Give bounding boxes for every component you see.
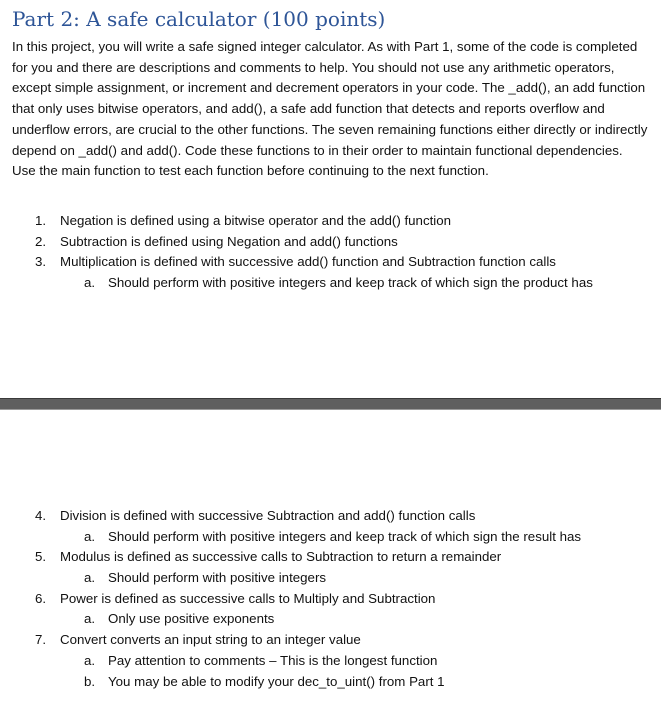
list-number: 7. [35,632,47,648]
list-number: 2. [35,233,47,249]
sub-letter: a. [84,528,96,544]
list-number: 3. [35,254,47,270]
list-text: Modulus is defined as successive calls to Subtraction to return a remainder [60,549,502,565]
list-text: Multiplication is defined with successive add() function and Subtraction function calls [60,254,556,270]
sub-letter: a. [84,652,96,668]
sub-text: You may be able to modify your dec_to_uint() from Part 1 [108,673,445,689]
list-text: Convert converts an input string to an integer value [60,632,361,648]
list-text: Division is defined with successive Subtraction and add() function calls [60,508,476,523]
document-page-2 [0,410,661,723]
sub-text: Should perform with positive integers and keep track of which sign the product has [108,275,593,291]
list-number: 1. [35,213,47,228]
list-number: 5. [35,549,47,565]
list-text: Power is defined as successive calls to Multiply and Subtraction [60,590,436,606]
sub-letter: b. [84,673,96,689]
section-title: Part 2: A safe calculator (100 points) [12,7,386,31]
list-text: Subtraction is defined using Negation and add() functions [60,233,398,249]
sub-text: Should perform with positive integers [108,570,327,586]
list-number: 4. [35,508,47,523]
list-number: 6. [35,590,47,606]
sub-letter: a. [84,611,96,627]
sub-text: Only use positive exponents [108,611,275,627]
intro-paragraph: In this project, you will write a safe signed integer calculator. As with Part 1, some of the code is completed for you and there are descriptions and comments to help. You should not use any arithmetic operators, except simple assignment, or increment and decrement operators in your code. The _add(), an add function that only uses bitwise operators, and add(), a safe add function that detects and reports overflow and underflow errors, are crucial to the other functions. The seven remaining functions either directly or indirectly depend on _add() and add(). Code these functions to in their order to maintain functional dependencies. Use the main function to test each function before continuing to the next function. [12,39,648,179]
page-break-divider [0,398,661,410]
sub-text: Should perform with positive integers and keep track of which sign the result has [108,528,582,544]
sub-letter: a. [84,570,96,586]
sub-text: Pay attention to comments – This is the longest function [108,652,438,668]
list-text: Negation is defined using a bitwise operator and the add() function [60,213,452,228]
sub-letter: a. [84,275,96,291]
